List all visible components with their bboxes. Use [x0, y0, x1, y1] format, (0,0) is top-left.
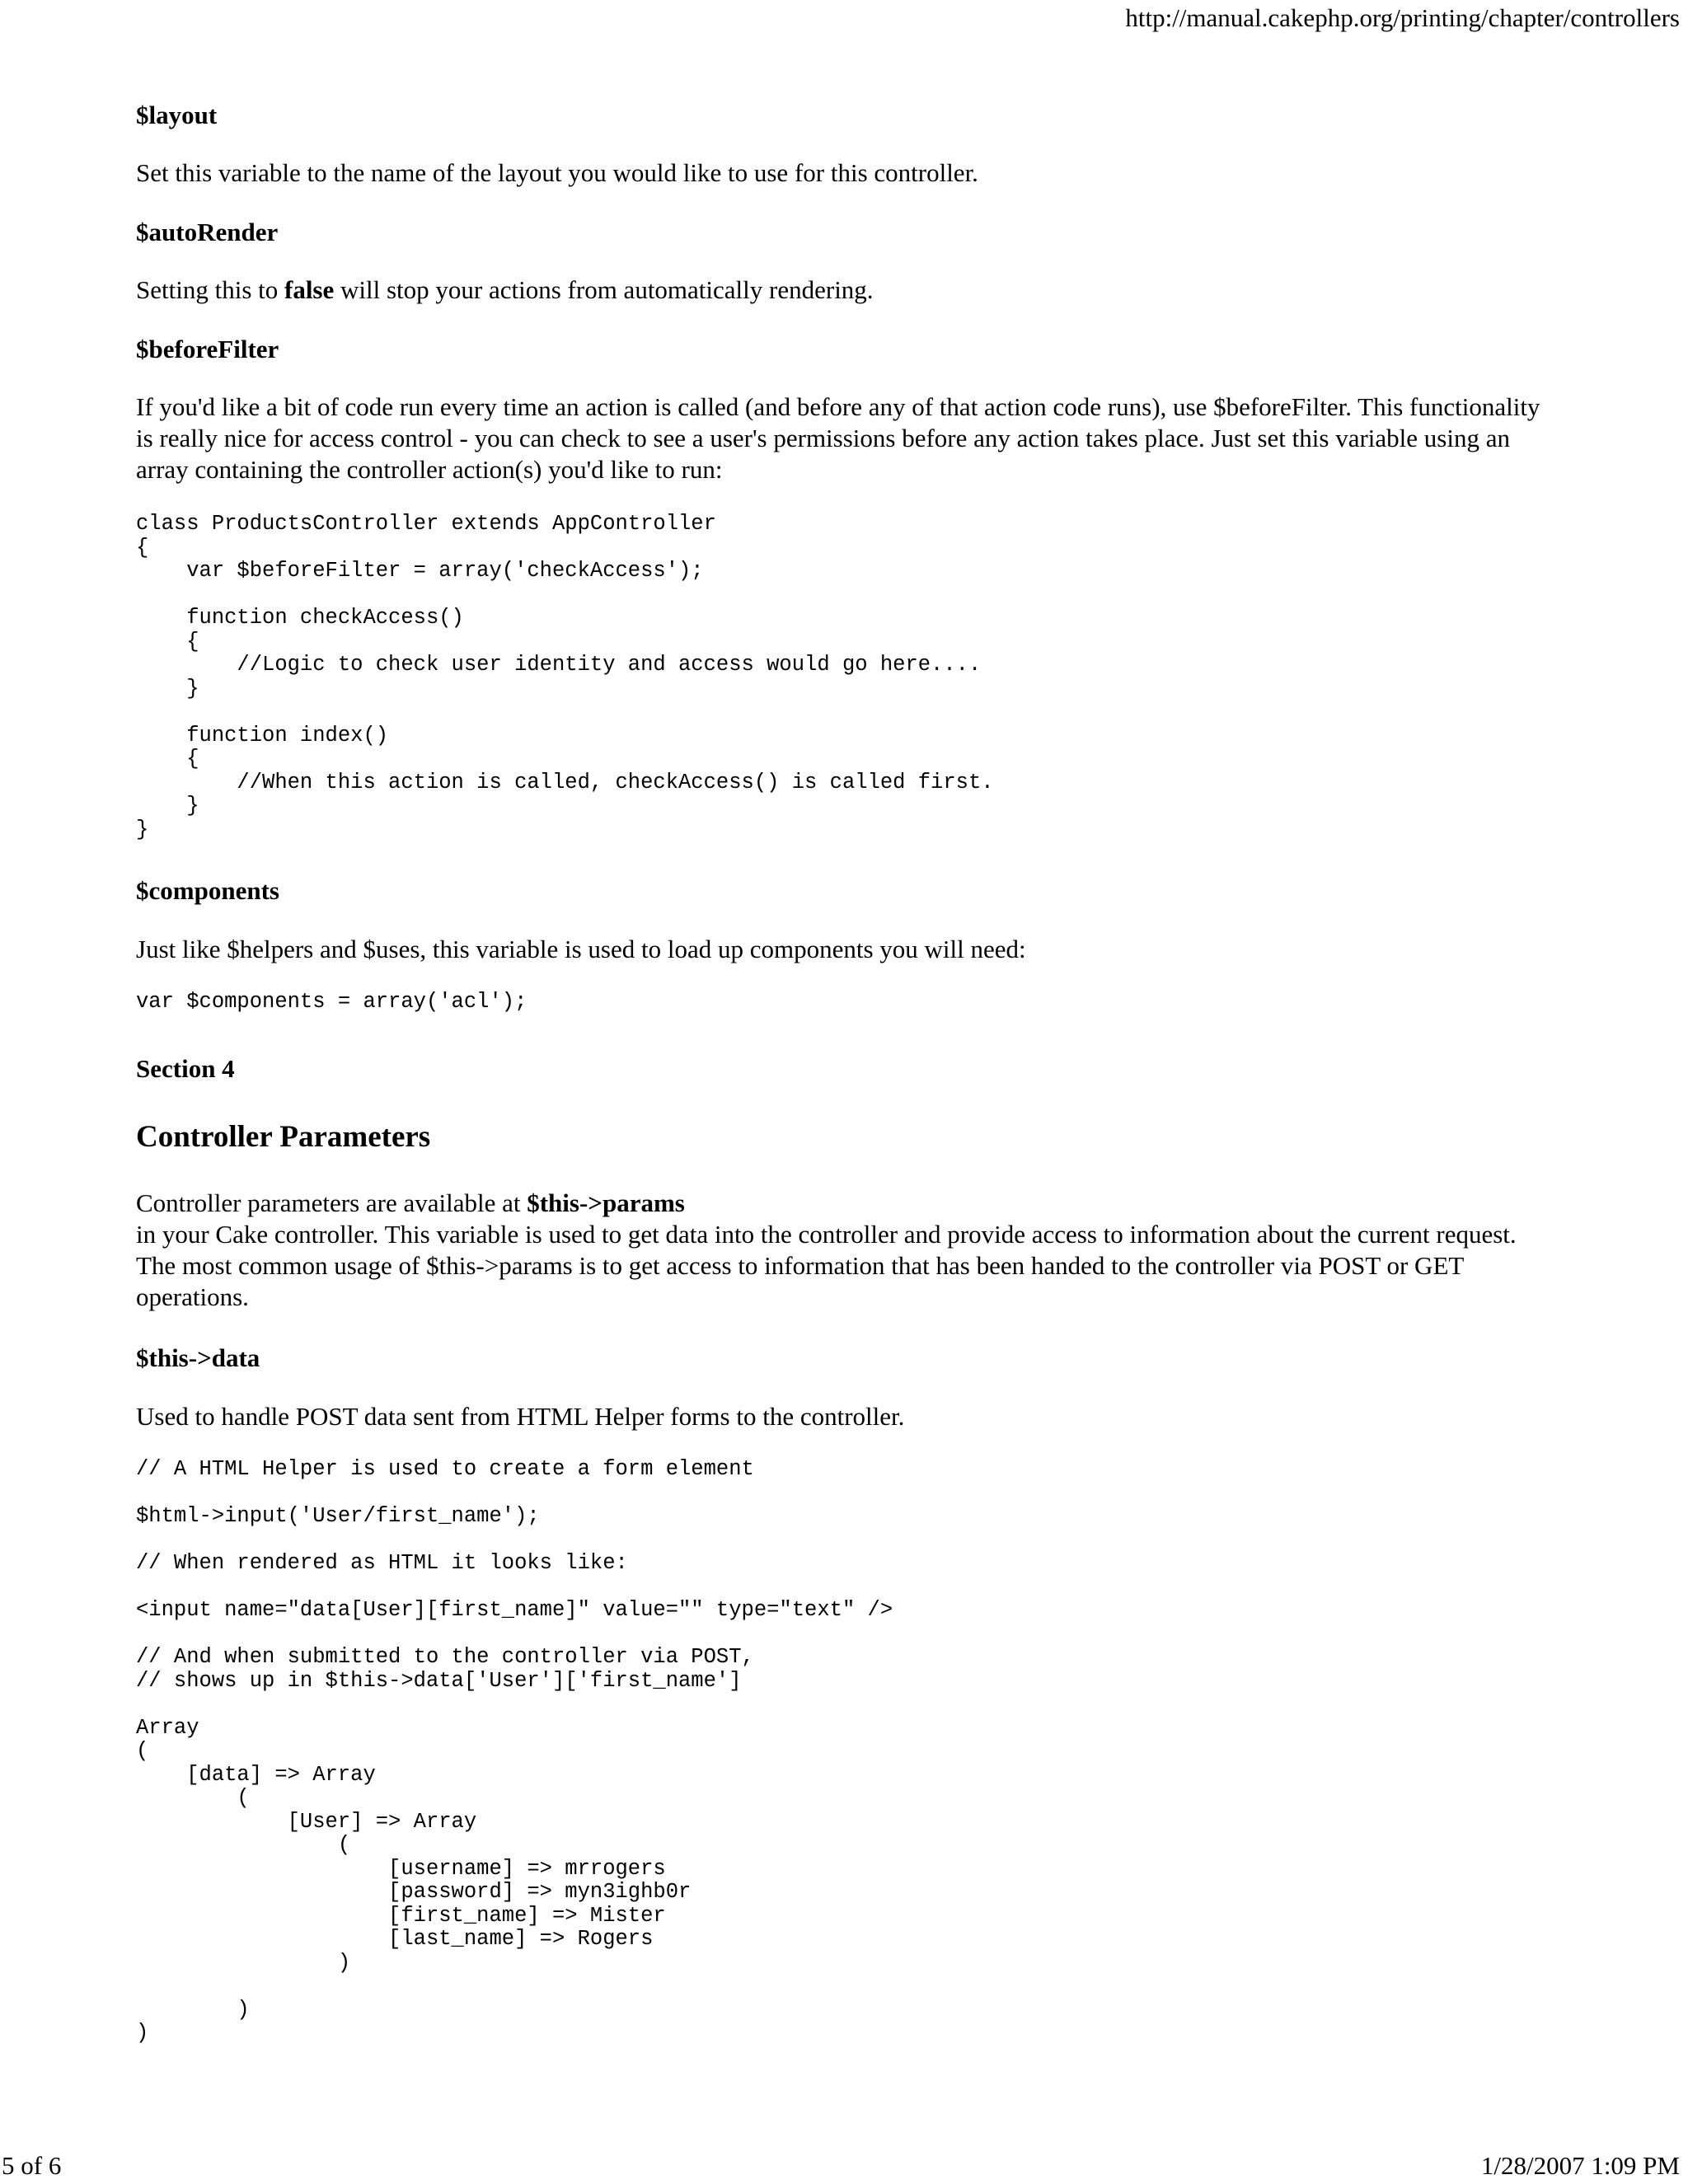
params-text-before: Controller parameters are available at	[136, 1188, 528, 1217]
components-heading: $components	[136, 876, 279, 905]
beforefilter-heading: $beforeFilter	[136, 335, 279, 363]
layout-description: Set this variable to the name of the layout you would like to use for this controller.	[136, 158, 978, 187]
page-number-footer: 5 of 6	[2, 2151, 62, 2180]
params-text-after: in your Cake controller. This variable is used to get data into the controller and provide access to information about the current request. The most common usage of $this->params is to get access to information that has been handed to the controller via POST or GET operations.	[136, 1220, 1517, 1311]
this-data-description: Used to handle POST data sent from HTML Helper forms to the controller.	[136, 1402, 905, 1431]
controller-parameters-heading: Controller Parameters	[136, 1120, 431, 1154]
beforefilter-code-block: class ProductsController extends AppController { var $beforeFilter = array('checkAccess'); function checkAccess() { //Logic to check user identity and access would go here.... } function index() { //When this action is called, checkAccess() is called first. } }	[136, 512, 994, 841]
params-bold-keyword: $this->params	[527, 1188, 685, 1217]
autorender-heading: $autoRender	[136, 218, 279, 246]
controller-parameters-description	[136, 1188, 1554, 1313]
autorender-description	[136, 274, 1554, 306]
autorender-text-after: will stop your actions from automatically rendering.	[334, 275, 874, 304]
layout-heading: $layout	[136, 101, 218, 129]
autorender-false-keyword: false	[284, 275, 335, 304]
components-code-block: var $components = array('acl');	[136, 990, 528, 1014]
beforefilter-description: If you'd like a bit of code run every time an action is called (and before any of that action code runs), use $beforeFilter. This functionality is really nice for access control - you can check to see a user's permissions before any action takes place. Just set this variable using an array containing the controller action(s) you'd like to run:	[136, 392, 1540, 484]
this-data-heading: $this->data	[136, 1343, 260, 1372]
this-data-code-block: // A HTML Helper is used to create a form element $html->input('User/first_name'); // When rendered as HTML it looks like: <input name="data[User][first_name]" value="" type="text" /> // And when submitted to the controller via POST, // shows up in $this->data['User']['first_name'] Array ( [data] => Array ( [User] => Array ( [username] => mrrogers [password] => myn3ighb0r [first_name] => Mister [last_name] => Rogers ) ) )	[136, 1457, 893, 2045]
components-description: Just like $helpers and $uses, this variable is used to load up components you will need:	[136, 935, 1026, 963]
section-number-label: Section 4	[136, 1054, 235, 1083]
autorender-text-before: Setting this to	[136, 275, 284, 304]
print-datetime-footer: 1/28/2007 1:09 PM	[1480, 2151, 1680, 2180]
page-url-header: http://manual.cakephp.org/printing/chapter/controllers	[1125, 3, 1680, 32]
